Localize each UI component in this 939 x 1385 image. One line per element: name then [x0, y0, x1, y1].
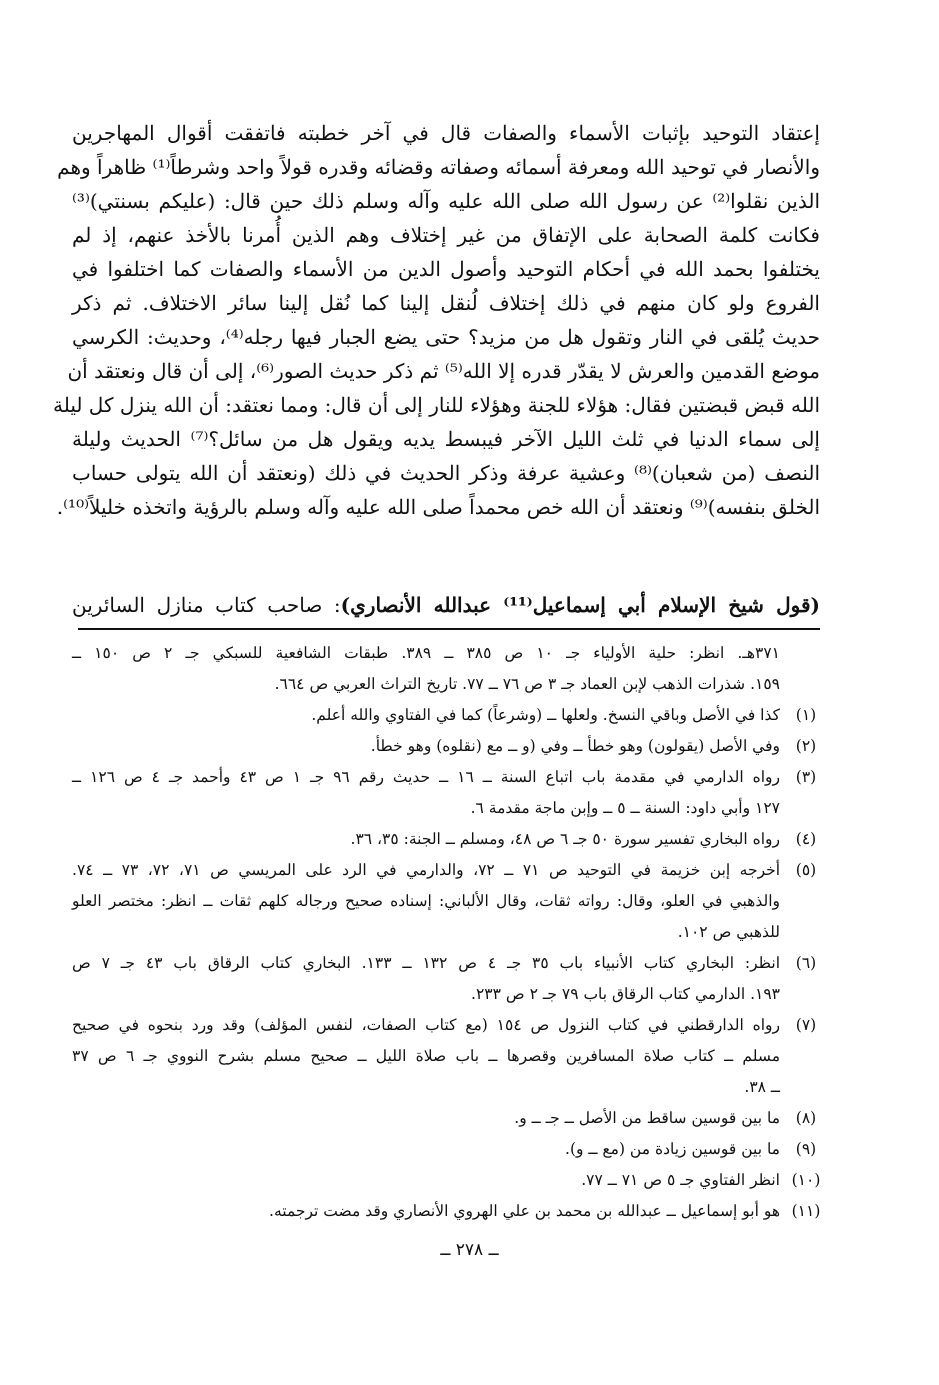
footnote-number: (١) — [795, 706, 817, 724]
footnote-line: رواه الدارمي في مقدمة باب اتباع السنة ــ ١٦ ــ حديث رقم ٩٦ جـ ١ ص ٤٣ وأحمد جـ ٤ ص ١٢٦ ــ — [72, 768, 781, 786]
text-line: الله قبض قبضتين فقال: هؤلاء للجنة وهؤلاء للنار إلى أن قال: ومما نعتقد: أن الله ينزل كل ليلة — [52, 393, 820, 417]
footnote-number: (٩) — [795, 1140, 817, 1158]
footnote-10 — [72, 1165, 832, 1196]
footnote-5 — [72, 855, 832, 948]
text-line: يختلفوا بحمد الله في أحكام التوحيد وأصول الدين من الأسماء والصفات كما اختلفوا في — [72, 257, 820, 281]
text-line: الذين نقلوا⁽²⁾ عن رسول الله صلى الله عليه وآله وسلم ذلك حين قال: (عليكم بسنتي)⁽³⁾ — [72, 189, 820, 213]
footnote-number: (٤) — [795, 830, 817, 848]
footnote-line: مسلم ــ كتاب صلاة المسافرين وقصرها ــ باب صلاة الليل ــ صحيح مسلم بشرح النووي جـ ٦ ص ٣٧ — [72, 1047, 780, 1065]
footnote-line: ١٥٩. شذرات الذهب لإبن العماد جـ ٣ ص ٧٦ ــ ٧٧. تاريخ التراث العربي ص ٦٦٤. — [274, 675, 780, 693]
footnote-number: (٦) — [795, 954, 817, 972]
footnote-number: (٨) — [795, 1109, 817, 1127]
footnote-line: ٣٧١هـ. انظر: حلية الأولياء جـ ١٠ ص ٣٨٥ ــ ٣٨٩. طبقات الشافعية للسبكي جـ ٢ ص ١٥٠ ــ — [72, 644, 780, 662]
footnote-line: للذهبي ص ١٠٢. — [677, 923, 780, 941]
footnote-line: رواه البخاري تفسير سورة ٥٠ جـ ٦ ص ٤٨، ومسلم ــ الجنة: ٣٥، ٣٦. — [350, 830, 780, 848]
footnote-line: انظر: البخاري كتاب الأنبياء باب ٣٥ جـ ٤ ص ١٣٢ ــ ١٣٣. البخاري كتاب الرقاق باب ٤٣ جـ ٧ ص — [72, 954, 781, 972]
footnote-line: انظر الفتاوي جـ ٥ ص ٧١ ــ ٧٧. — [581, 1171, 780, 1189]
footnote-line: ١٢٧ وأبي داود: السنة ــ ٥ ــ وإبن ماجة مقدمة ٦. — [470, 799, 780, 817]
footnote-1 — [72, 700, 832, 731]
text-line: إعتقاد التوحيد بإثبات الأسماء والصفات قال في آخر خطبته فاتفقت أقوال المهاجرين — [72, 121, 820, 145]
footnote-2 — [72, 731, 832, 762]
text-line: الخلق بنفسه)⁽⁹⁾ ونعتقد أن الله خص محمداً صلى الله عليه وآله وسلم بالرؤية واتخذه خليلاً⁽¹⁰⁾. — [56, 495, 820, 519]
footnote-6 — [72, 948, 832, 1010]
footnote-line: ما بين قوسين زيادة من (مع ــ و). — [565, 1140, 780, 1158]
footnote-number: (٧) — [795, 1016, 817, 1034]
footnote-line: ١٩٣. الدارمي كتاب الرقاق باب ٧٩ جـ ٢ ص ٢٣٣. — [471, 985, 780, 1003]
text-line: الفروع ولو كان منهم في ذلك إختلاف لُنقل إلينا كما نُقل إلينا سائر الاختلاف. ثم ذكر — [72, 291, 820, 315]
footnote-number: (١٠) — [791, 1171, 821, 1189]
footnote-line: هو أبو إسماعيل ــ عبدالله بن محمد بن علي الهروي الأنصاري وقد مضت ترجمته. — [269, 1202, 780, 1220]
text-line: فكانت كلمة الصحابة على الإتفاق من غير إختلاف وهم الذين أُمرنا بالأخذ عنهم، إذ لم — [72, 223, 820, 247]
footnote-11 — [72, 1196, 832, 1227]
footnote-4 — [72, 824, 832, 855]
footnote-line: ــ ٣٨. — [744, 1078, 780, 1096]
text-line: إلى سماء الدنيا في ثلث الليل الآخر فيبسط يديه ويقول هل من سائل؟⁽⁷⁾ الحديث وليلة — [72, 427, 820, 451]
page-number: ــ ٢٧٨ ــ — [440, 1240, 499, 1260]
section-heading — [72, 588, 820, 622]
footnote-line: أخرجه إبن خزيمة في التوحيد ص ٧١ ــ ٧٢، والدارمي في الرد على المريسي ص ٧١، ٧٢، ٧٣ ــ ٧٤. — [72, 861, 781, 879]
footnote-divider — [78, 628, 820, 630]
footnote-line: وفي الأصل (يقولون) وهو خطأ ــ وفي (و ــ مع (نقلوه) وهو خطأ. — [370, 737, 780, 755]
footnote-line: كذا في الأصل وباقي النسخ. ولعلها ــ (وشرعاً) كما في الفتاوي والله أعلم. — [311, 706, 780, 724]
footnote-line: والذهبي في العلو، وقال: رواته ثقات، وقال الألباني: إسناده صحيح ورجاله كلهم ثقات ــ انظر: مختصر العلو — [72, 892, 780, 910]
footnote-7 — [72, 1010, 832, 1103]
footnote-continuation — [72, 638, 832, 700]
main-paragraph — [52, 116, 821, 524]
section-heading-rest: : صاحب كتاب منازل السائرين — [72, 593, 341, 617]
footnote-number: (٥) — [795, 861, 817, 879]
footnote-number: (٢) — [795, 737, 817, 755]
footnote-line: ما بين قوسين ساقط من الأصل ــ جـ ــ و. — [514, 1109, 780, 1127]
footnote-8 — [72, 1103, 832, 1134]
footnote-9 — [72, 1134, 832, 1165]
footnote-line: رواه الدارقطني في كتاب النزول ص ١٥٤ (مع كتاب الصفات، لنفس المؤلف) وقد ورد بنحوه في صحيح — [72, 1016, 780, 1034]
footnote-number: (١١) — [791, 1202, 821, 1220]
text-line: موضع القدمين والعرش لا يقدّر قدره إلا الله⁽⁵⁾ ثم ذكر حديث الصور⁽⁶⁾، إلى أن قال ونعتقد أن — [67, 359, 820, 383]
footnotes — [72, 638, 832, 1227]
footnote-3 — [72, 762, 832, 824]
text-line: حديث يُلقى في النار وتقول هل من مزيد؟ حتى يضع الجبار فيها رجله⁽⁴⁾، وحديث: الكرسي — [72, 325, 821, 349]
footnote-number: (٣) — [795, 768, 817, 786]
footnote-number — [780, 638, 832, 669]
text-line: النصف (من شعبان)⁽⁸⁾ وعشية عرفة وذكر الحديث في ذلك (ونعتقد أن الله يتولى حساب — [72, 461, 820, 485]
text-line: والأنصار في توحيد الله ومعرفة أسمائه وصفاته وقضائه وقدره قولاً واحد وشرطاً⁽¹⁾ ظاهراً وهم — [57, 155, 820, 179]
section-heading-title: (قول شيخ الإسلام أبي إسماعيل⁽¹¹⁾ عبدالله الأنصاري) — [340, 593, 821, 617]
